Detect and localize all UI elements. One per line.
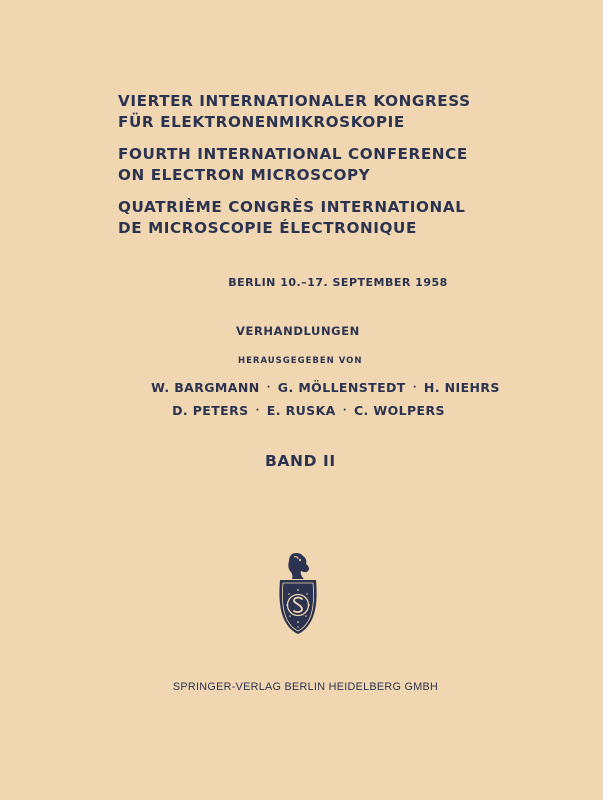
separator-dot: ·: [412, 382, 417, 393]
title-french: [118, 197, 588, 239]
editor-name: W. BARGMANN: [151, 380, 260, 395]
editor-name: H. NIEHRS: [423, 380, 500, 395]
title-block: [118, 91, 588, 250]
conference-dates: [118, 276, 558, 289]
title-german: [118, 91, 588, 133]
editors-row: [0, 399, 603, 422]
title-english: [118, 144, 588, 186]
editor-name: E. RUSKA: [266, 403, 336, 418]
title-line: QUATRIÈME CONGRÈS INTERNATIONAL: [118, 198, 466, 216]
title-line: DE MICROSCOPIE ÉLECTRONIQUE: [118, 219, 417, 237]
edited-by-label: HERAUSGEGEBEN VON: [238, 356, 363, 366]
conference-dates-text: BERLIN 10.–17. SEPTEMBER 1958: [228, 276, 448, 289]
separator-dot: ·: [266, 382, 271, 393]
title-line: FOURTH INTERNATIONAL CONFERENCE: [118, 145, 468, 163]
volume-label: BAND II: [265, 452, 336, 470]
title-line: VIERTER INTERNATIONALER KONGRESS: [118, 92, 471, 110]
editors-row: [0, 376, 603, 399]
separator-dot: ·: [342, 405, 347, 416]
editor-name: G. MÖLLENSTEDT: [277, 380, 406, 395]
proceedings-label: VERHANDLUNGEN: [236, 324, 360, 338]
publisher-imprint: SPRINGER-VERLAG BERLIN HEIDELBERG GMBH: [172, 681, 439, 693]
springer-knight-logo-icon: [270, 552, 326, 636]
title-line: FÜR ELEKTRONENMIKROSKOPIE: [118, 113, 405, 131]
editors-list: [0, 376, 603, 422]
title-line: ON ELECTRON MICROSCOPY: [118, 166, 371, 184]
separator-dot: ·: [255, 405, 260, 416]
editor-name: D. PETERS: [172, 403, 249, 418]
editor-name: C. WOLPERS: [353, 403, 445, 418]
